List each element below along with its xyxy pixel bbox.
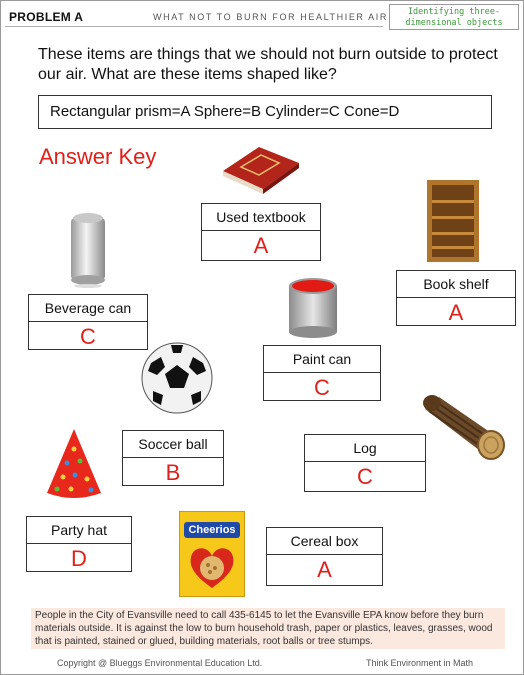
cereal-brand-logo: Cheerios: [184, 522, 240, 538]
item-answer: A: [448, 300, 464, 325]
item-card-used-textbook: [201, 203, 321, 261]
item-answer: B: [165, 460, 181, 485]
worksheet-topic: WHAT NOT TO BURN FOR HEALTHIER AIR: [153, 12, 388, 22]
item-answer: A: [253, 233, 269, 258]
problem-label: PROBLEM A: [9, 10, 84, 24]
soccer-ball-image: [139, 341, 215, 415]
shape-legend: Rectangular prism=A Sphere=B Cylinder=C Cone=D: [38, 95, 492, 129]
item-card-log: [304, 434, 426, 492]
beverage-can-image: [68, 208, 108, 288]
item-card-beverage-can: [28, 294, 148, 350]
answer-key-title: Answer Key: [39, 144, 157, 169]
item-answer: C: [80, 324, 96, 349]
burn-regulation-note: People in the City of Evansville need to call 435-6145 to let the Evansville EPA know before they burn materials outside. It is against the low to burn household trash, paper or plastics, leaves, grasses, wood that is painted, stained or glued, building materials, root balls or tree stumps.: [31, 608, 505, 649]
copyright-text: Copyright @ Blueggs Environmental Education Ltd.: [57, 658, 263, 668]
item-card-cereal-box: [266, 527, 383, 586]
item-label: Book shelf: [397, 271, 515, 298]
item-answer: A: [317, 557, 332, 582]
item-label: Paint can: [264, 346, 380, 373]
header-divider: [5, 26, 383, 27]
objective-note: [389, 4, 519, 30]
objective-note-line-1: Identifying three-: [407, 7, 501, 17]
paint-can-image: [286, 276, 340, 340]
party-hat-image: [43, 427, 105, 503]
item-label: Soccer ball: [123, 431, 223, 458]
item-label: Party hat: [27, 517, 131, 544]
intro-text: These items are things that we should not burn outside to protect our air. What are these items shaped like?: [38, 46, 498, 83]
item-label: Log: [305, 435, 425, 462]
item-answer: D: [71, 546, 87, 571]
item-label: Cereal box: [267, 528, 382, 555]
heart-bowl-icon: [188, 544, 236, 590]
item-card-party-hat: [26, 516, 132, 572]
item-answer: C: [314, 375, 330, 400]
item-card-paint-can: [263, 345, 381, 401]
item-card-book-shelf: [396, 270, 516, 326]
bookshelf-image: [427, 180, 479, 262]
item-card-soccer-ball: [122, 430, 224, 486]
brand-text: Think Environment in Math: [366, 658, 474, 668]
item-label: Used textbook: [202, 204, 320, 231]
textbook-image: [219, 141, 301, 195]
objective-note-line-2: dimensional objects: [405, 18, 503, 28]
item-answer: C: [357, 464, 373, 489]
log-image: [419, 393, 507, 463]
cereal-box-image: [179, 511, 245, 597]
item-label: Beverage can: [29, 295, 147, 322]
